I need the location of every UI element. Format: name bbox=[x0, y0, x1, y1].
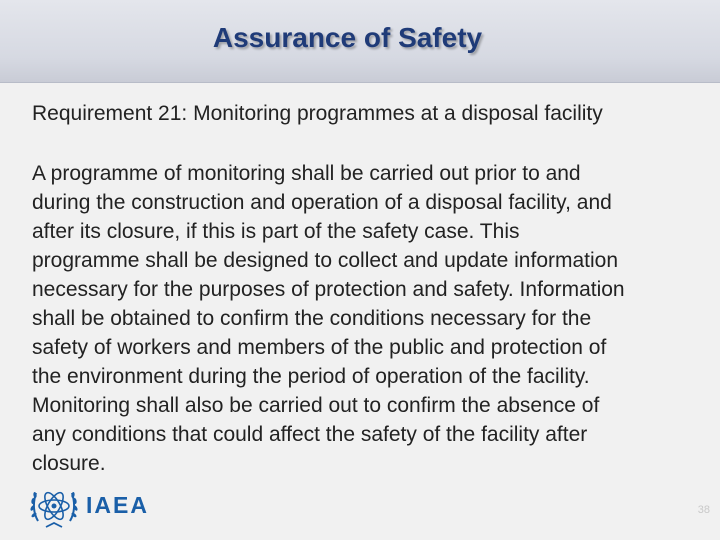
paragraph-line: Monitoring shall also be carried out to confirm the absence of bbox=[32, 394, 600, 417]
paragraph-line: safety of workers and members of the public and protection of bbox=[32, 336, 607, 359]
page-number: 38 bbox=[697, 504, 710, 516]
paragraph-line: any conditions that could affect the safety of the facility after bbox=[32, 423, 588, 446]
org-name: IAEA bbox=[86, 492, 149, 518]
slide-title: Assurance of Safety bbox=[212, 22, 483, 53]
paragraph-line: shall be obtained to confirm the conditions necessary for the bbox=[32, 307, 592, 330]
paragraph-line: closure. bbox=[32, 452, 106, 475]
requirement-heading: Requirement 21: Monitoring programmes at a disposal facility bbox=[32, 102, 603, 125]
paragraph-line: necessary for the purposes of protection and safety. Information bbox=[32, 278, 625, 301]
iaea-atom-emblem-icon bbox=[28, 481, 80, 531]
paragraph-line: A programme of monitoring shall be carried out prior to and bbox=[32, 162, 581, 185]
paragraph-line: during the construction and operation of a disposal facility, and bbox=[32, 191, 612, 214]
paragraph-line: programme shall be designed to collect and update information bbox=[32, 249, 619, 272]
title-bar bbox=[0, 0, 720, 83]
body-paragraph bbox=[32, 159, 718, 478]
paragraph-line: after its closure, if this is part of the safety case. This bbox=[32, 220, 520, 243]
paragraph-line: the environment during the period of operation of the facility. bbox=[32, 365, 590, 388]
